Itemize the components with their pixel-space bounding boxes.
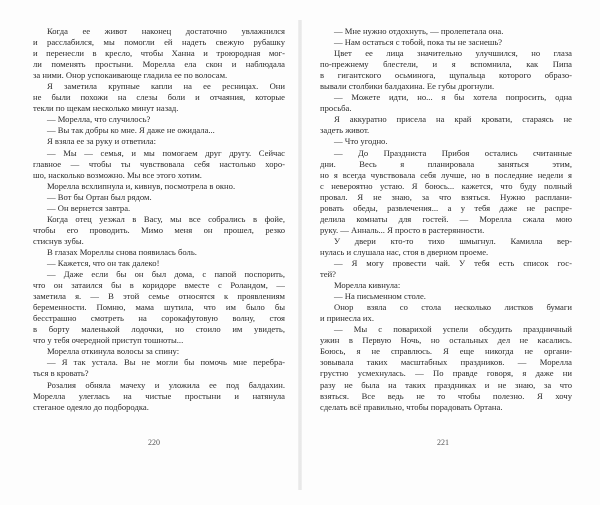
text-line: делила комнаты для гостей. — Морелла сжала мою — [320, 213, 572, 224]
text-line: — Нам остаться с тобой, пока ты не заснешь? — [334, 37, 503, 48]
text-line: руку. — Анналь... Я просто в растерянности. — [320, 224, 485, 235]
text-line: ужин в Первую Ночь, но остальных дел не касались. — [320, 335, 572, 346]
text-line: текли по щекам несколько минут назад. — [33, 103, 179, 114]
text-line: — Он вернется завтра. — [47, 202, 131, 213]
text-line: У двери кто-то тихо шмыгнул. Камилла вер- — [334, 235, 572, 246]
text-line: — На письменном столе. — [334, 291, 426, 302]
text-line: Я заметила крупные капли на ее ресницах. Они — [47, 81, 285, 92]
text-line: Морелла откинула волосы за спину: — [47, 346, 180, 357]
text-line: вывали столбики балдахина. Ее губы дрогнули. — [320, 81, 495, 92]
left-page-number: 220 — [148, 438, 160, 447]
text-line: — До Праздниста Прибоя остались считанные — [334, 147, 572, 158]
text-line: Цвет ее лица значительно улучшился, но глаза — [334, 48, 572, 59]
text-line: Морелла всхлипнула и, кивнув, посмотрела в окно. — [47, 180, 236, 191]
text-line: — Вы так добры ко мне. Я даже не ожидала... — [47, 125, 215, 136]
text-line: — Я так устала. Вы не могли бы помочь мне перебра- — [47, 357, 285, 368]
text-line: по-прежнему блестели, и я вспомнила, как Пипа — [320, 59, 572, 70]
text-line: что у тебя очередной приступ тошноты... — [33, 335, 184, 346]
left-page-text — [33, 26, 285, 413]
text-line: стеганое одеяло до подбородка. — [33, 401, 149, 412]
text-line: грустно усмехнулась. — По правде говоря, я даже ни — [320, 368, 572, 379]
text-line: Розалия обняла мачеху и уложила ее под балдахин. — [47, 379, 285, 390]
text-line: Когда отец уезжал в Васу, мы все собрались в фойе, — [47, 213, 285, 224]
text-line: не были похожи на слезы боли и отчаяния, которые — [33, 92, 285, 103]
text-line: В глазах Мореллы снова появилась боль. — [47, 246, 197, 257]
right-page — [320, 26, 572, 413]
text-line: но я всегда чувствовала себя лучше, но в последние недели я — [320, 169, 572, 180]
text-line: беременности. Помню, мама шутила, что им было бы — [33, 302, 285, 313]
text-line: шо, насколько возможно. Мы все этого хотим. — [33, 169, 202, 180]
text-line: Онор взяла со стола несколько листков бумаги — [334, 302, 572, 313]
text-line: за ними. Онор успокаивающе гладила ее по волосам. — [33, 70, 228, 81]
text-line: — Даже если бы он был дома, с папой поспорить, — [47, 269, 285, 280]
text-line: Боюсь, я не справлюсь. Я еще никогда не органи- — [320, 346, 572, 357]
text-line: Когда ее живот наконец достаточно увлажнился — [47, 26, 285, 36]
text-line: стиснув зубы. — [33, 235, 84, 246]
text-line: с невероятно устаю. Я боюсь... кажется, что буду полный — [320, 180, 572, 191]
text-line: провал. Я не знаю, за что взяться. Нужно расплани- — [320, 191, 572, 202]
text-line: — Мы с поварихой успели обсудить праздничный — [334, 324, 572, 335]
text-line: и принесла их. — [320, 313, 374, 324]
left-page — [33, 26, 285, 413]
right-page-number: 221 — [437, 438, 449, 447]
text-line: в гигантского осьминога, щупальца которого образо- — [320, 70, 572, 81]
right-page-text — [320, 26, 572, 413]
text-line: ться в кровать? — [33, 368, 89, 379]
text-line: в борту маленькой лодочки, но стоило им увидеть, — [33, 324, 285, 335]
text-line: сделать всё правильно, чтобы порадовать Ортана. — [320, 401, 503, 412]
text-line: задеть живот. — [320, 125, 370, 136]
text-line: чтобы его проводить. Мимо меня он прошел, резко — [33, 224, 285, 235]
text-line: взяться. Все ведь не то чтобы полезно. Я хочу — [320, 390, 572, 401]
text-line: — Можете идти, но... я бы хотела попросить, одна — [334, 92, 572, 103]
text-line: бесстрашно смотреть на сорокафутовую волну, стоя — [33, 313, 285, 324]
text-line: Морелла кивнула: — [334, 280, 401, 291]
text-line: что он затаился бы в коридоре вместе с Роландом, — — [33, 280, 285, 291]
text-line: дни. Весь я планировала заняться этим, — [320, 158, 572, 169]
text-line: заметила я. — В этой семье относятся к проявлениям — [33, 291, 285, 302]
text-line: и расслабился, мы помогли ей надеть свежую рубашку — [33, 37, 285, 48]
text-line: Я взяла ее за руку и ответила: — [47, 136, 157, 147]
text-line: зовывала таких масштабных праздников. — Морелла — [320, 357, 572, 368]
book-gutter — [298, 20, 302, 490]
text-line: — Морелла, что случилось? — [47, 114, 151, 125]
text-line: — Кажется, что он так далеко! — [47, 257, 160, 268]
text-line: Морелла улеглась на чистые простыни и натянула — [33, 390, 285, 401]
text-line: — Что угодно. — [334, 136, 388, 147]
text-line: нулась и слушала нас, стоя в дверном проеме. — [320, 246, 489, 257]
text-line: главное — чтобы ты чувствовала себя настолько хоро- — [33, 158, 285, 169]
text-line: просьба. — [320, 103, 352, 114]
text-line: и перенесли в кресло, чтобы Ханна и троюродная мог- — [33, 48, 285, 59]
text-line: разу не была на таких праздниках и не знаю, за что — [320, 379, 572, 390]
text-line: — Мы — семья, и мы помогаем друг другу. Сейчас — [47, 147, 285, 158]
text-line: тей? — [320, 269, 336, 280]
text-line: — Я могу провести чай. У тебя есть список гос- — [334, 257, 572, 268]
text-line: Я аккуратно присела на край кровати, стараясь не — [334, 114, 572, 125]
text-line: ровать обеды, развлечения... а у тебя даже не распре- — [320, 202, 572, 213]
text-line: — Вот бы Ортан был рядом. — [47, 191, 152, 202]
text-line: ли поменять простыни. Морелла ела скон и наблюдала — [33, 59, 285, 70]
text-line: — Мне нужно отдохнуть, — пролепетала она. — [334, 26, 504, 36]
